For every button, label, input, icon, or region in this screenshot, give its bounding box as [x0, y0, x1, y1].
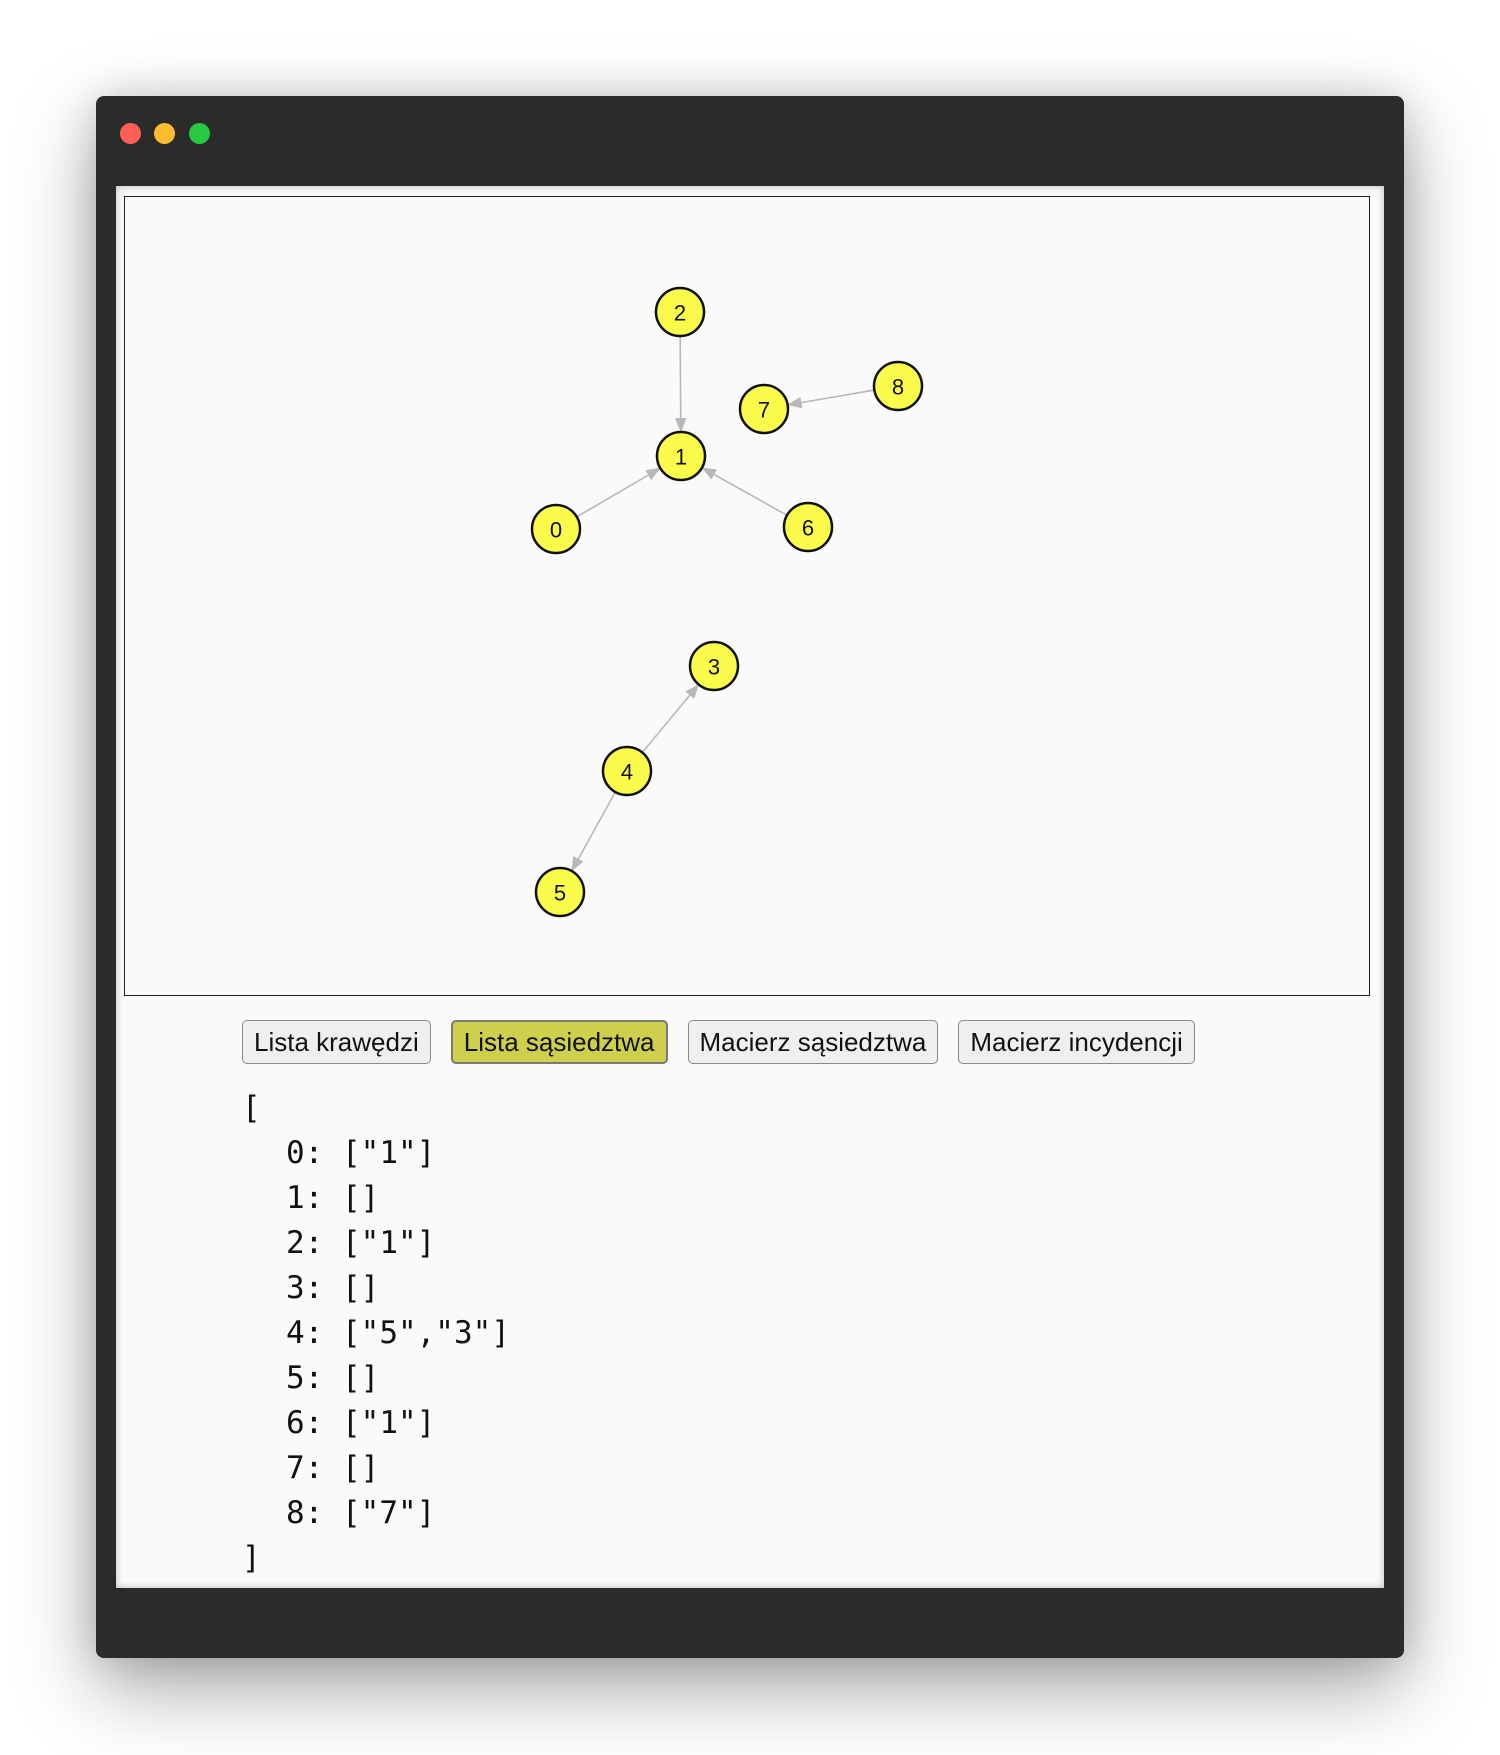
graph-node-2[interactable] — [656, 288, 704, 336]
adjacency-row: 2: ["1"] — [286, 1225, 436, 1261]
edge-list-button[interactable]: Lista krawędzi — [242, 1020, 431, 1064]
edge-4-3 — [642, 685, 698, 752]
adjacency-list-output — [242, 1086, 510, 1581]
graph-node-4[interactable] — [603, 747, 651, 795]
graph-node-5[interactable] — [536, 868, 584, 916]
graph-node-0[interactable] — [532, 505, 580, 553]
edge-8-7 — [789, 390, 875, 405]
edge-2-1 — [680, 336, 681, 431]
edge-4-5 — [572, 792, 615, 870]
app-window — [96, 96, 1404, 1658]
adjacency-row: 0: ["1"] — [286, 1135, 436, 1171]
graph-node-6[interactable] — [784, 503, 832, 551]
graph-node-7[interactable] — [740, 385, 788, 433]
adjacency-row: 6: ["1"] — [286, 1405, 436, 1441]
adjacency-row: 5: [] — [286, 1360, 380, 1396]
page-content — [116, 186, 1384, 1588]
close-window-button[interactable] — [120, 123, 141, 144]
adjacency-list-button[interactable]: Lista sąsiedztwa — [451, 1020, 668, 1064]
graph-canvas[interactable] — [124, 196, 1370, 996]
graph-svg — [125, 197, 1368, 994]
adjacency-matrix-button[interactable]: Macierz sąsiedztwa — [688, 1020, 939, 1064]
node-label: 0 — [549, 517, 563, 543]
graph-nodes — [532, 288, 922, 916]
incidence-matrix-button[interactable]: Macierz incydencji — [958, 1020, 1194, 1064]
graph-node-8[interactable] — [874, 362, 922, 410]
adjacency-row: 1: [] — [286, 1180, 380, 1216]
adjacency-row: 7: [] — [286, 1450, 380, 1486]
adjacency-row: 4: ["5","3"] — [286, 1315, 510, 1351]
graph-node-1[interactable] — [657, 432, 705, 480]
node-label: 8 — [891, 374, 905, 400]
output-open-bracket: [ — [242, 1090, 261, 1126]
output-rows — [242, 1131, 510, 1536]
minimize-window-button[interactable] — [154, 123, 175, 144]
output-close-bracket: ] — [242, 1540, 261, 1576]
graph-node-3[interactable] — [690, 642, 738, 690]
node-label: 7 — [757, 397, 771, 423]
node-label: 5 — [553, 880, 567, 906]
maximize-window-button[interactable] — [189, 123, 210, 144]
adjacency-row: 8: ["7"] — [286, 1495, 436, 1531]
node-label: 6 — [801, 515, 815, 541]
node-label: 4 — [620, 759, 634, 785]
edge-0-1 — [577, 469, 660, 517]
node-label: 2 — [673, 300, 687, 326]
node-label: 1 — [674, 444, 688, 470]
edge-6-1 — [703, 468, 787, 515]
view-toolbar — [242, 1020, 1195, 1064]
adjacency-row: 3: [] — [286, 1270, 380, 1306]
node-label: 3 — [707, 654, 721, 680]
